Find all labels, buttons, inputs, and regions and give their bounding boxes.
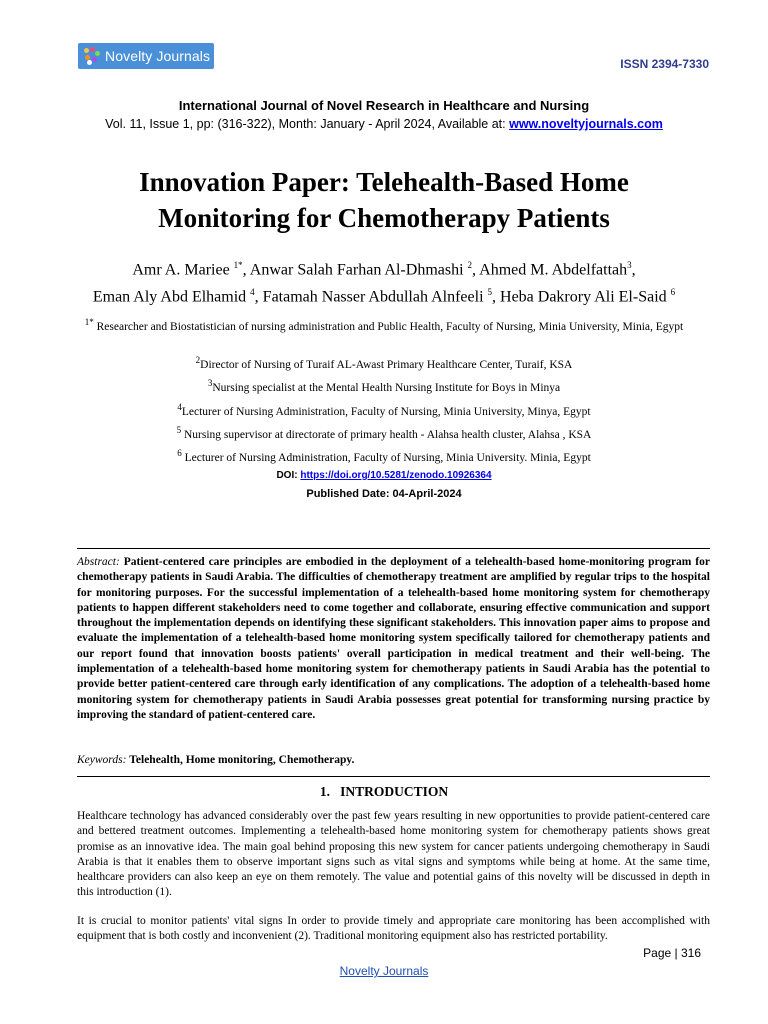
doi-label: DOI: <box>276 470 301 481</box>
affiliation-text: Nursing specialist at the Mental Health Nursing Institute for Boys in Minya <box>212 381 561 394</box>
author-affiliation-mark: 3 <box>627 260 632 270</box>
author-name: Amr A. Mariee <box>132 261 234 279</box>
keywords-label: Keywords: <box>77 754 127 766</box>
author-separator: , <box>492 288 501 306</box>
author-affiliation-mark: 5 <box>487 287 493 298</box>
footer-publisher-link-text: Journals <box>383 964 429 978</box>
journal-url-link[interactable]: www.noveltyjournals.com <box>509 117 663 131</box>
author-affiliation-mark: 1* <box>233 260 243 270</box>
abstract-label: Abstract: <box>77 556 120 568</box>
doi-link[interactable]: https://doi.org/10.5281/zenodo.10926364 <box>300 470 492 481</box>
author-list <box>40 254 728 309</box>
abstract <box>77 555 710 723</box>
author-name: Ahmed M. Abdelfattah <box>479 261 628 279</box>
issn-number: ISSN 2394-7330 <box>620 57 709 71</box>
introduction-paragraph-1: Healthcare technology has advanced considerably over the past few years resulting in new opportunities to provide patient-centered care and bettered treatment outcomes. Implementing a telehealth-based home monitoring system for chemotherapy patients shows great promise as an innovative idea. The main goal behind proposing this new system for cancer patients undergoing chemotherapy in Saudi Arabia is that it enables them to observe important signs such as vital signs and symptoms while being at home. At the same time, healthcare providers can also keep an eye on them remotely. The value and potential gains of this novelty will be discussed in depth in this introduction (1). <box>77 810 710 899</box>
doi-line <box>0 470 768 481</box>
page-number: Page | 316 <box>643 946 701 960</box>
published-date: Published Date: 04-April-2024 <box>306 488 462 500</box>
affiliation-4 <box>80 399 688 420</box>
introduction-paragraph-2: It is crucial to monitor patients' vital signs In order to provide timely and appropriate care monitoring has been accomplished with equipment that is both costly and inconvenient (2). Traditional monitoring equipment also has restricted portability. <box>77 915 710 943</box>
section-heading-introduction: 1. INTRODUCTION <box>319 784 449 799</box>
abstract-top-rule <box>77 548 710 549</box>
author-name: Eman Aly Abd Elhamid <box>92 288 251 306</box>
keywords <box>77 754 710 766</box>
author-affiliation-mark: 4 <box>250 287 255 298</box>
footer-publisher <box>0 964 768 978</box>
affiliation-1 <box>80 314 688 335</box>
affiliation-text: Lecturer of Nursing Administration, Faculty of Nursing, Minia University, Minya, Egypt <box>181 405 591 418</box>
footer-publisher-link[interactable] <box>340 964 429 978</box>
affiliation-mark: 6 <box>177 448 182 458</box>
author-separator: , <box>242 261 250 279</box>
author-affiliation-mark: 6 <box>670 287 676 298</box>
affiliation-text: Researcher and Biostatistician of nursing administration and Public Health, Faculty of Nursing, Minia University, Minia, Egypt <box>93 320 684 333</box>
paper-title <box>60 164 708 236</box>
paper-title-line1: Innovation Paper: Telehealth-Based Home <box>139 167 629 197</box>
logo-text: Novelty Journals <box>105 48 211 64</box>
publisher-logo <box>78 43 214 69</box>
author-name: Fatamah Nasser Abdullah Alnfeeli <box>262 288 488 306</box>
affiliation-2 <box>80 352 688 373</box>
affiliation-5 <box>80 422 688 443</box>
author-separator: , <box>631 261 636 279</box>
journal-info <box>0 117 768 131</box>
author-name: Heba Dakrory Ali El-Said <box>500 288 671 306</box>
affiliation-text: Nursing supervisor at directorate of primary health - Alahsa health cluster, Alahsa , KSA <box>181 428 592 441</box>
author-separator: , <box>472 261 480 279</box>
footer-publisher-prefix: Novelty <box>339 964 383 978</box>
affiliation-6 <box>80 445 688 466</box>
affiliation-text: Lecturer of Nursing Administration, Faculty of Nursing, Minia University. Minia, Egypt <box>181 451 591 464</box>
abstract-text: Patient-centered care principles are embodied in the deployment of a telehealth-based home-monitoring program for chemotherapy patients in Saudi Arabia. The difficulties of chemotherapy treatment are amplified by regular trips to the hospital for monitoring purposes. For the successful implementation of a telehealth-based home monitoring system for chemotherapy patients to happen different stakeholders need to come together and collaborate, ensuring effective communication and support throughout the implementation depends on identifying these significant stakeholders. This innovation paper aims to propose and evaluate the implementation of a telehealth-based home monitoring system specifically tailored for chemotherapy patients and our report found that innovation boosts patients' overall participation in medical treatment and their well-being. The implementation of a telehealth-based home monitoring system for chemotherapy patients in Saudi Arabia has the potential to provide better patient-centered care through early identification of any complications. The adoption of a telehealth-based home monitoring system for chemotherapy patients in Saudi Arabia possesses great potential for transforming nursing practice by improving the standard of patient-centered care. <box>77 556 710 721</box>
journal-info-text: Vol. 11, Issue 1, pp: (316-322), Month: January - April 2024, Available at: <box>105 117 510 131</box>
affiliation-mark: 1* <box>84 317 94 327</box>
affiliation-text: Director of Nursing of Turaif AL-Awast Primary Healthcare Center, Turaif, KSA <box>200 358 573 371</box>
keywords-bottom-rule <box>77 776 710 777</box>
paper-title-line2: Monitoring for Chemotherapy Patients <box>158 203 610 233</box>
author-separator: , <box>254 288 263 306</box>
author-affiliation-mark: 2 <box>467 260 473 270</box>
affiliation-mark: 2 <box>195 355 201 365</box>
logo-dots-icon <box>83 47 101 65</box>
affiliation-mark: 5 <box>176 425 182 435</box>
affiliation-mark: 3 <box>207 378 213 388</box>
journal-title: International Journal of Novel Research in Healthcare and Nursing <box>178 98 590 113</box>
affiliation-mark: 4 <box>177 402 182 412</box>
keywords-text: Telehealth, Home monitoring, Chemotherapy. <box>129 754 355 766</box>
author-name: Anwar Salah Farhan Al-Dhmashi <box>249 261 468 279</box>
affiliation-3 <box>80 375 688 396</box>
